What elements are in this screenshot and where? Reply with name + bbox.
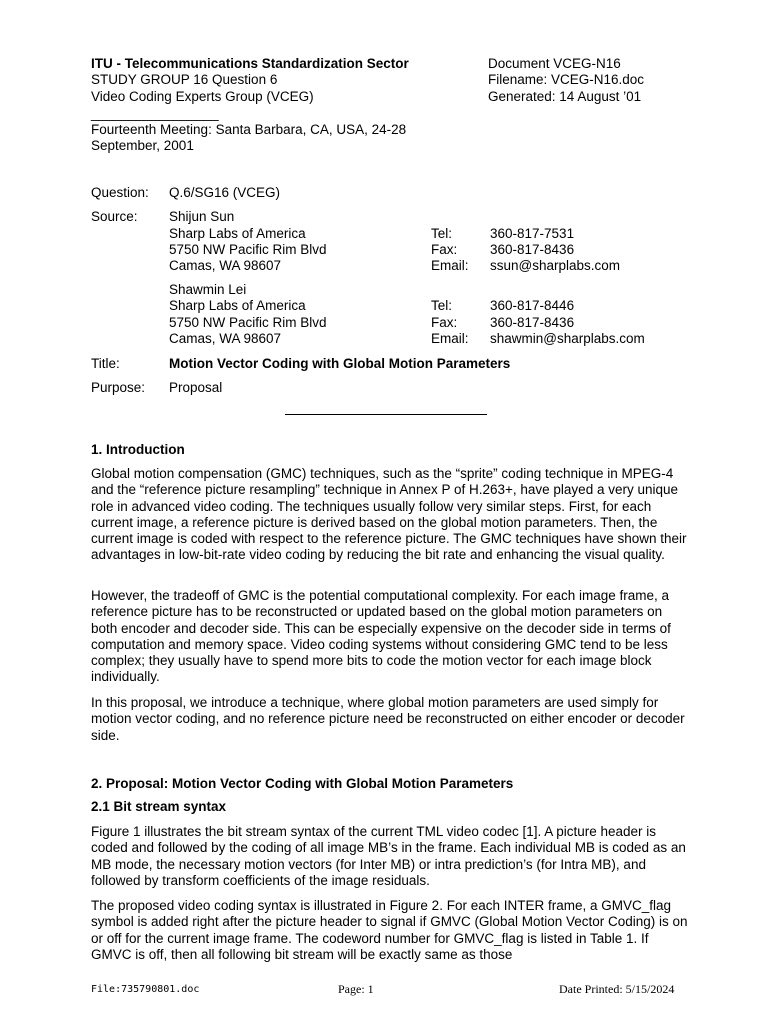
author-street: 5750 NW Pacific Rim Blvd [169, 315, 327, 330]
fax-value: 360-817-8436 [490, 315, 575, 330]
footer-filename: File:735790801.doc [91, 984, 200, 995]
tel-value: 360-817-8446 [490, 298, 575, 313]
email-label: Email: [431, 258, 469, 273]
email-value: ssun@sharplabs.com [490, 258, 621, 273]
section-1-heading: 1. Introduction [91, 442, 185, 457]
title-label: Title: [91, 356, 120, 371]
header-divider [285, 414, 487, 415]
tel-label: Tel: [431, 298, 453, 313]
question-label: Question: [91, 185, 149, 200]
paragraph: In this proposal, we introduce a technique, where global motion parameters are used simply for motion vector coding, and no reference picture need be reconstructed on either encoder or decoder side. [91, 695, 685, 743]
author-name: Shawmin Lei [169, 282, 247, 297]
author-name: Shijun Sun [169, 209, 235, 224]
generated-date: Generated: 14 August ’01 [488, 89, 642, 104]
author-city: Camas, WA 98607 [169, 331, 282, 346]
source-label: Source: [91, 209, 138, 224]
study-group: STUDY GROUP 16 Question 6 [91, 72, 278, 87]
purpose-value: Proposal [169, 380, 223, 395]
question-value: Q.6/SG16 (VCEG) [169, 185, 281, 200]
org-line: ITU - Telecommunications Standardization Sector [91, 56, 409, 71]
group-name: Video Coding Experts Group (VCEG) [91, 89, 314, 104]
fax-value: 360-817-8436 [490, 242, 575, 257]
document-number: Document VCEG-N16 [488, 56, 621, 71]
footer-date-printed: Date Printed: 5/15/2024 [559, 982, 675, 996]
tel-value: 360-817-7531 [490, 226, 575, 241]
section-2-1-heading: 2.1 Bit stream syntax [91, 799, 227, 814]
document-title: Motion Vector Coding with Global Motion Parameters [169, 356, 511, 371]
paragraph: Global motion compensation (GMC) techniques, such as the “sprite” coding technique in MPEG-4 and the “reference picture resampling” technique in Annex P of H.263+, have played a very unique role in advanced video coding. The techniques usually follow very similar steps. First, for each current image, a reference picture is derived based on the global motion parameters. Then, the current image is coded with respect to the reference picture. The GMC techniques have shown their advantages in low-bit-rate video coding by reducing the bit rate and enhancing the visual quality. [91, 466, 687, 563]
paragraph: The proposed video coding syntax is illustrated in Figure 2. For each INTER frame, a GMVC_flag symbol is added right after the picture header to signal if GMVC (Global Motion Vector Coding) is on or off for the current image frame. The codeword number for GMVC_flag is listed in Table 1. If GMVC is off, then all following bit stream will be exactly same as those [91, 898, 688, 962]
tel-label: Tel: [431, 226, 453, 241]
email-value: shawmin@sharplabs.com [490, 331, 645, 346]
filename: Filename: VCEG-N16.doc [488, 72, 645, 87]
author-city: Camas, WA 98607 [169, 258, 282, 273]
fax-label: Fax: [431, 315, 458, 330]
underscore-line: _________________ [91, 106, 219, 121]
fax-label: Fax: [431, 242, 458, 257]
section-2-heading: 2. Proposal: Motion Vector Coding with Global Motion Parameters [91, 776, 514, 791]
author-org: Sharp Labs of America [169, 226, 306, 241]
paragraph: Figure 1 illustrates the bit stream syntax of the current TML video codec [1]. A picture header is coded and followed by the coding of all image MB’s in the frame. Each individual MB is coded as an MB mode, the necessary motion vectors (for Inter MB) or intra prediction’s (for Intra MB), and followed by transform coefficients of the image residuals. [91, 824, 686, 888]
footer-page-number: Page: 1 [338, 982, 374, 996]
author-street: 5750 NW Pacific Rim Blvd [169, 242, 327, 257]
purpose-label: Purpose: [91, 380, 146, 395]
meeting-line-2: September, 2001 [91, 138, 194, 153]
author-org: Sharp Labs of America [169, 298, 306, 313]
paragraph: However, the tradeoff of GMC is the potential computational complexity. For each image frame, a reference picture has to be reconstructed or updated based on the global motion parameters on both encoder and decoder side. This can be especially expensive on the decoder side in terms of computation and memory space. Video coding systems without considering GMC tend to be less complex; they usually have to spend more bits to code the motion vector for each image block individually. [91, 588, 671, 685]
email-label: Email: [431, 331, 469, 346]
meeting-line-1: Fourteenth Meeting: Santa Barbara, CA, USA, 24-28 [91, 122, 407, 137]
